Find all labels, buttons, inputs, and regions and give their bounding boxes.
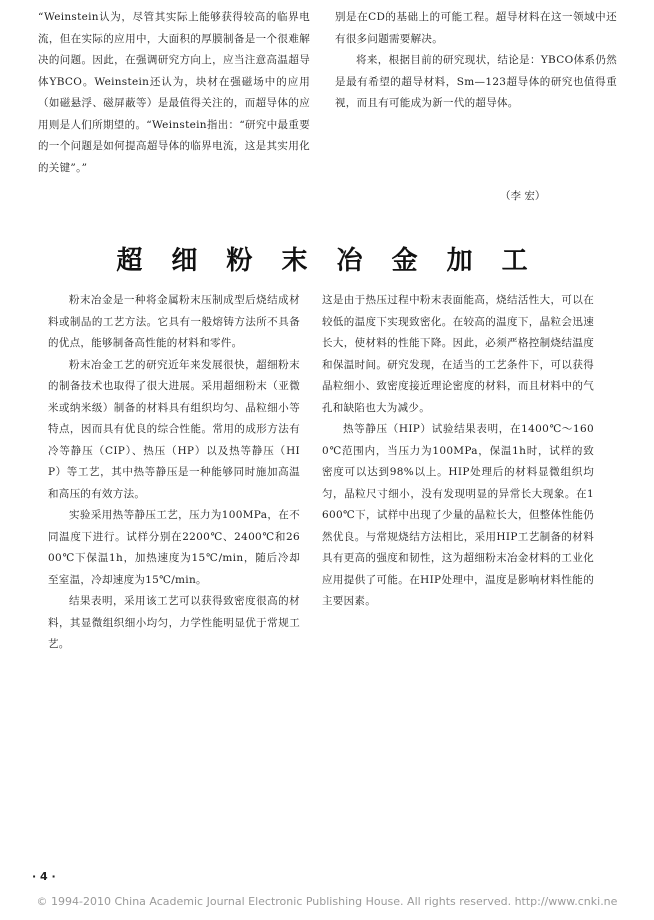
paragraph: 结果表明，采用该工艺可以获得致密度很高的材料，其显微组织细小均匀，力学性能明显优于常规工艺。: [48, 595, 300, 650]
paragraph: “Weinstein认为，尽管其实际上能够获得较高的临界电流，但在实际的应用中，大面积的厚膜制备是一个很难解决的问题。因此，在强调研究方向上，应当注意高温超导体YBCO。Weinstein还认为，块材在强磁场中的应用（如磁悬浮、磁屏蔽等）是最值得关注的，而超导体的应用则是人们所期望的。“Weinstein指出：“研究中最重要的一个问题是如何提高超导体的临界电流，这是其实用化的关键”。”: [38, 11, 310, 174]
copyright-footer: © 1994-2010 China Academic Journal Electronic Publishing House. All rights reserved. http://www.cnki.ne: [36, 895, 618, 908]
paragraph: 将来，根据目前的研究现状，结论是：YBCO体系仍然是最有希望的超导材料，Sm—123超导体的研究也值得重视，而且有可能成为新一代的超导体。: [335, 54, 617, 109]
paragraph: 这是由于热压过程中粉末表面能高，烧结活性大，可以在较低的温度下实现致密化。在较高的温度下，晶粒会迅速长大，使材料的性能下降。因此，必须严格控制烧结温度和保温时间。研究发现，在适当的工艺条件下，可以获得晶粒细小、致密度接近理论密度的材料，而且材料中的气孔和缺陷也大为减少。: [322, 294, 594, 414]
author-credit: （李 宏）: [500, 190, 546, 202]
lower-article-left-column: [48, 290, 300, 656]
paragraph: 别是在CD的基础上的可能工程。超导材料在这一领域中还有很多问题需要解决。: [335, 11, 617, 45]
upper-article-right-column: [335, 7, 617, 115]
article-title: 超 细 粉 末 冶 金 加 工: [116, 246, 538, 276]
lower-article-right-column: [322, 290, 594, 613]
paragraph: 热等静压（HIP）试验结果表明，在1400℃～1600℃范围内，当压力为100MPa，保温1h时，试样的致密度可以达到98%以上。HIP处理后的材料显微组织均匀，晶粒尺寸细小，没有发现明显的异常长大现象。在1600℃下，试样中出现了少量的晶粒长大，但整体性能仍然优良。与常规烧结方法相比，采用HIP工艺制备的材料具有更高的强度和韧性，这为超细粉末冶金材料的工业化应用提供了可能。在HIP处理中，温度是影响材料性能的主要因素。: [322, 423, 594, 607]
paragraph: 粉末冶金是一种将金属粉末压制成型后烧结成材料或制品的工艺方法。它具有一般熔铸方法所不具备的优点，能够制备高性能的材料和零件。: [48, 294, 300, 349]
upper-article-left-column: [38, 7, 310, 179]
paragraph: 实验采用热等静压工艺，压力为100MPa，在不同温度下进行。试样分别在2200℃、2400℃和2600℃下保温1h，加热速度为15℃/min，随后冷却至室温，冷却速度为15℃/min。: [48, 509, 300, 586]
page-number: · 4 ·: [32, 870, 56, 883]
paragraph: 粉末冶金工艺的研究近年来发展很快，超细粉末的制备技术也取得了很大进展。采用超细粉末（亚微米或纳米级）制备的材料具有组织均匀、晶粒细小等特点，因而具有优良的综合性能。常用的成形方法有冷等静压（CIP）、热压（HP）以及热等静压（HIP）等工艺，其中热等静压是一种能够同时施加高温和高压的有效方法。: [48, 358, 300, 500]
